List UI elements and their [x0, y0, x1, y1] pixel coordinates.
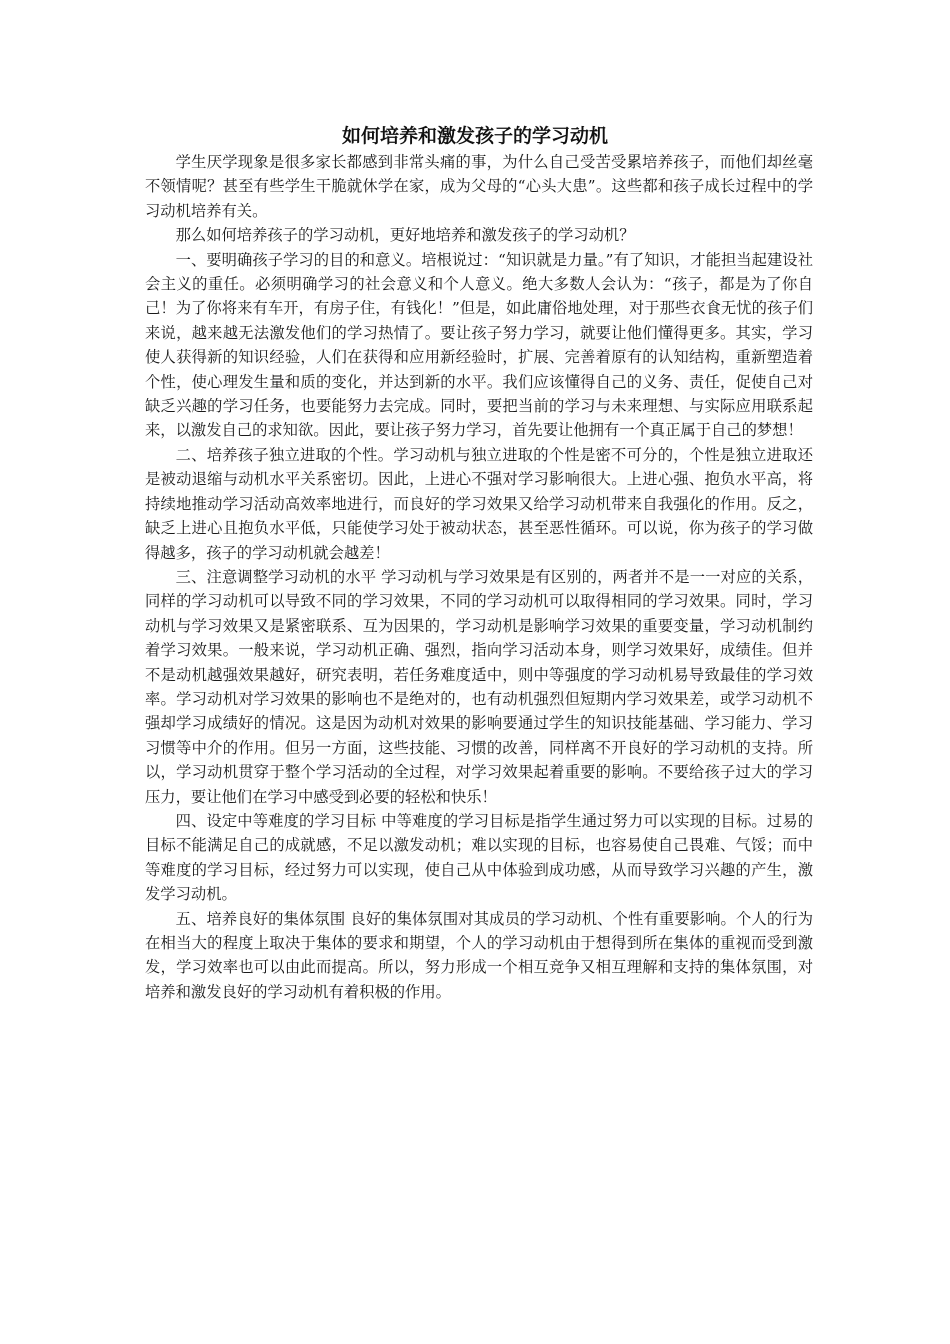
- paragraph-point-4: 四、设定中等难度的学习目标 中等难度的学习目标是指学生通过努力可以实现的目标。过易的目标不能满足自己的成就感，不足以激发动机；难以实现的目标，也容易使自己畏难、气馁；而中等难度的学习目标，经过努力可以实现，使自己从中体验到成功感，从而导致学习兴趣的产生，激发学习动机。: [145, 811, 813, 904]
- paragraph-intro: 学生厌学现象是很多家长都感到非常头痛的事，为什么自己受苦受累培养孩子，而他们却丝毫不领情呢？甚至有些学生干脆就休学在家，成为父母的“心头大患”。这些都和孩子成长过程中的学习动机培养有关。: [145, 153, 813, 220]
- paragraph-question: 那么如何培养孩子的学习动机，更好地培养和激发孩子的学习动机？: [175, 226, 635, 245]
- paragraph-point-1: 一、要明确孩子学习的目的和意义。培根说过：“知识就是力量。”有了知识，才能担当起建设社会主义的重任。必须明确学习的社会意义和个人意义。绝大多数人会认为：“孩子，都是为了你自己！为了你将来有车开，有房子住，有钱化！”但是，如此庸俗地处理，对于那些衣食无忧的孩子们来说，越来越无法激发他们的学习热情了。要让孩子努力学习，就要让他们懂得更多。其实，学习使人获得新的知识经验，人们在获得和应用新经验时，扩展、完善着原有的认知结构，重新塑造着个性，使心理发生量和质的变化，并达到新的水平。我们应该懂得自己的义务、责任，促使自己对缺乏兴趣的学习任务，也要能努力去完成。同时，要把当前的学习与未来理想、与实际应用联系起来，以激发自己的求知欲。因此，要让孩子努力学习，首先要让他拥有一个真正属于自己的梦想！: [145, 250, 813, 440]
- document-body: [145, 150, 813, 1004]
- document-title: 如何培养和激发孩子的学习动机: [341, 125, 608, 147]
- paragraph-point-3: 三、注意调整学习动机的水平 学习动机与学习效果是有区别的，两者并不是一一对应的关系，同样的学习动机可以导致不同的学习效果，不同的学习动机可以取得相同的学习效果。同时，学习动机与学习效果又是紧密联系、互为因果的，学习动机是影响学习效果的重要变量，学习动机制约着学习效果。一般来说，学习动机正确、强烈，指向学习活动本身，则学习效果好，成绩佳。但并不是动机越强效果越好，研究表明，若任务难度适中，则中等强度的学习动机易导致最佳的学习效率。学习动机对学习效果的影响也不是绝对的，也有动机强烈但短期内学习效果差，或学习动机不强却学习成绩好的情况。这是因为动机对效果的影响要通过学生的知识技能基础、学习能力、学习习惯等中介的作用。但另一方面，这些技能、习惯的改善，同样离不开良好的学习动机的支持。所以，学习动机贯穿于整个学习活动的全过程，对学习效果起着重要的影响。不要给孩子过大的学习压力，要让他们在学习中感受到必要的轻松和快乐！: [145, 567, 813, 806]
- paragraph-point-2: 二、培养孩子独立进取的个性。学习动机与独立进取的个性是密不可分的，个性是独立进取还是被动退缩与动机水平关系密切。因此，上进心不强对学习影响很大。上进心强、抱负水平高，将持续地推动学习活动高效率地进行，而良好的学习效果又给学习动机带来自我强化的作用。反之，缺乏上进心且抱负水平低，只能使学习处于被动状态，甚至恶性循环。可以说，你为孩子的学习做得越多，孩子的学习动机就会越差！: [145, 445, 813, 562]
- paragraph-point-5: 五、培养良好的集体氛围 良好的集体氛围对其成员的学习动机、个性有重要影响。个人的行为在相当大的程度上取决于集体的要求和期望，个人的学习动机由于想得到所在集体的重视而受到激发，学习效率也可以由此而提高。所以，努力形成一个相互竞争又相互理解和支持的集体氛围，对培养和激发良好的学习动机有着积极的作用。: [145, 909, 813, 1001]
